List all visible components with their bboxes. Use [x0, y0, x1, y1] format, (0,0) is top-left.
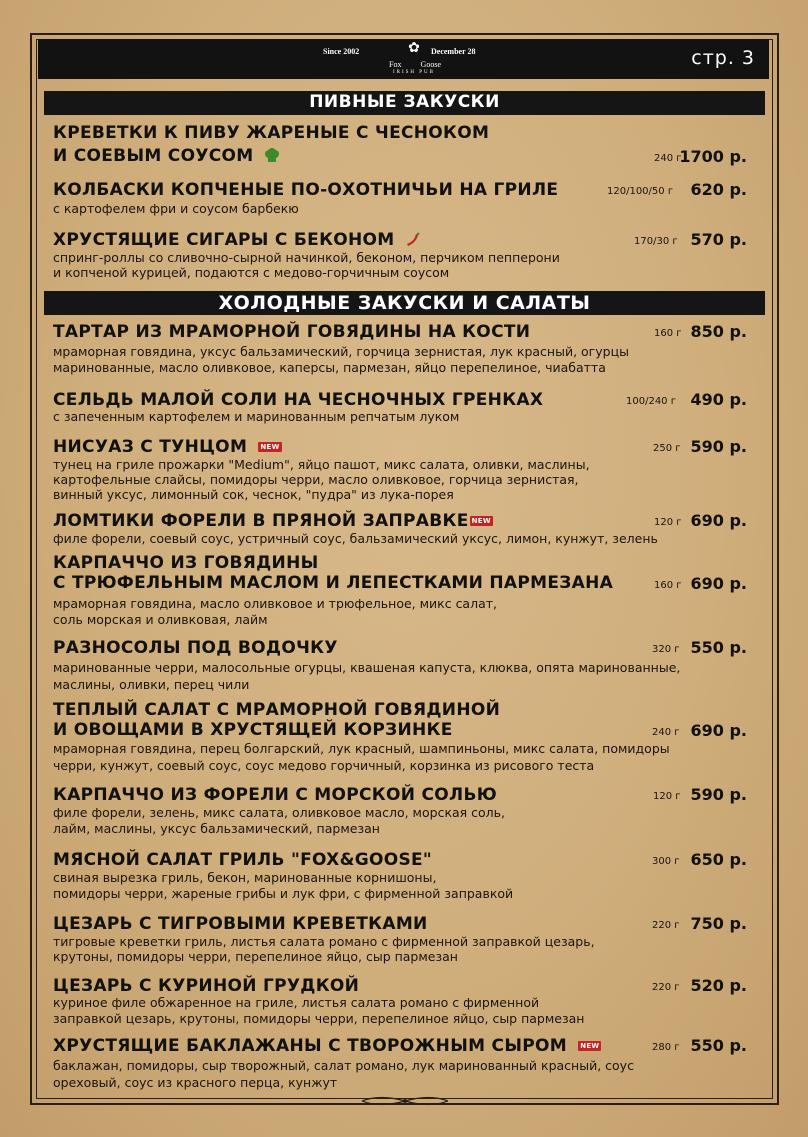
- menu-item-title: С ТРЮФЕЛЬНЫМ МАСЛОМ И ЛЕПЕСТКАМИ ПАРМЕЗАНА: [53, 573, 614, 593]
- item-description: черри, кунжут, соевый соус, соус медово горчичный, корзинка из рисового теста: [53, 758, 595, 773]
- chili-pepper-icon: [405, 232, 421, 248]
- ornament-divider-icon: [360, 1094, 450, 1108]
- item-weight: 100/240 г: [626, 396, 676, 407]
- item-price: 590 р.: [690, 785, 747, 804]
- item-description: филе форели, соевый соус, устричный соус, бальзамический уксус, лимон, кунжут, зелень: [53, 531, 658, 546]
- menu-item-title: ЛОМТИКИ ФОРЕЛИ В ПРЯНОЙ ЗАПРАВКЕ NEW: [53, 511, 491, 531]
- new-badge: NEW: [260, 443, 280, 451]
- item-weight: 120 г: [653, 791, 681, 802]
- tree-logo-icon: ✿: [408, 41, 420, 56]
- since-label: Since 2002: [323, 47, 360, 56]
- item-description: крутоны, помидоры черри, перепелиное яйцо, сыр пармезан: [53, 949, 458, 964]
- item-description: куриное филе обжаренное на гриле, листья салата романо с фирменной: [53, 995, 540, 1010]
- menu-item-title: ЦЕЗАРЬ С КУРИНОЙ ГРУДКОЙ: [53, 976, 360, 996]
- item-description: тигровые креветки гриль, листья салата романо с фирменной заправкой цезарь,: [53, 934, 595, 949]
- item-description: мраморная говядина, уксус бальзамический, горчица зернистая, лук красный, огурцы: [53, 344, 629, 359]
- item-price: 1700 р.: [679, 147, 747, 166]
- item-description: мраморная говядина, перец болгарский, лук красный, шампиньоны, микс салата, помидоры: [53, 741, 670, 756]
- item-description: маслины, оливки, перец чили: [53, 677, 250, 692]
- menu-item-title: ХРУСТЯЩИЕ СИГАРЫ С БЕКОНОМ: [53, 230, 421, 250]
- item-description: филе форели, зелень, микс салата, оливковое масло, морская соль,: [53, 805, 505, 820]
- menu-item-title: ТЕПЛЫЙ САЛАТ С МРАМОРНОЙ ГОВЯДИНОЙ: [53, 700, 501, 720]
- menu-item-title: СЕЛЬДЬ МАЛОЙ СОЛИ НА ЧЕСНОЧНЫХ ГРЕНКАХ: [53, 390, 544, 410]
- menu-item-title: РАЗНОСОЛЫ ПОД ВОДОЧКУ: [53, 638, 338, 658]
- item-price: 570 р.: [690, 230, 747, 249]
- item-description: маринованные черри, малосольные огурцы, квашеная капуста, клюква, опята маринованные,: [53, 660, 681, 675]
- item-description: свиная вырезка гриль, бекон, маринованные корнишоны,: [53, 870, 437, 885]
- item-price: 650 р.: [690, 850, 747, 869]
- item-weight: 120/100/50 г: [607, 186, 674, 197]
- item-price: 690 р.: [690, 574, 747, 593]
- item-price: 520 р.: [690, 976, 747, 995]
- menu-item-title: ЦЕЗАРЬ С ТИГРОВЫМИ КРЕВЕТКАМИ: [53, 914, 428, 934]
- new-badge: NEW: [471, 517, 491, 525]
- menu-item-title: НИСУАЗ С ТУНЦОМ NEW: [53, 437, 280, 457]
- new-badge: NEW: [580, 1042, 600, 1050]
- item-description: спринг-роллы со сливочно-сырной начинкой, беконом, перчиком пепперони: [53, 250, 560, 265]
- item-price: 550 р.: [690, 638, 747, 657]
- item-price: 850 р.: [690, 322, 747, 341]
- menu-item-title: ТАРТАР ИЗ МРАМОРНОЙ ГОВЯДИНЫ НА КОСТИ: [53, 322, 531, 342]
- item-description: помидоры черри, жареные грибы и лук фри, с фирменной заправкой: [53, 886, 514, 901]
- item-price: 690 р.: [690, 511, 747, 530]
- item-price: 750 р.: [690, 914, 747, 933]
- menu-item-title: И ОВОЩАМИ В ХРУСТЯЩЕЙ КОРЗИНКЕ: [53, 720, 453, 740]
- item-description: маринованные, масло оливковое, каперсы, пармезан, яйцо перепелиное, чиабатта: [53, 360, 606, 375]
- item-weight: 320 г: [652, 644, 680, 655]
- menu-item-title: МЯСНОЙ САЛАТ ГРИЛЬ "FOX&GOOSE": [53, 850, 433, 870]
- item-weight: 220 г: [652, 982, 680, 993]
- menu-item-title: КРЕВЕТКИ К ПИВУ ЖАРЕНЫЕ С ЧЕСНОКОМ: [53, 123, 490, 143]
- item-price: 690 р.: [690, 721, 747, 740]
- menu-item-title: КАРПАЧЧО ИЗ ГОВЯДИНЫ: [53, 553, 319, 573]
- fox-goose-logo: [383, 39, 445, 79]
- item-weight: 160 г: [654, 580, 682, 591]
- section-header-cold-snacks-salads: ХОЛОДНЫЕ ЗАКУСКИ И САЛАТЫ: [44, 291, 765, 315]
- menu-item-title: И СОЕВЫМ СОУСОМ: [53, 146, 280, 166]
- item-description: и копченой курицей, подаются с медово-горчичным соусом: [53, 265, 450, 280]
- item-weight: 300 г: [652, 856, 680, 867]
- date-label: December 28: [431, 47, 476, 56]
- logo-goose: Goose: [420, 60, 441, 69]
- item-description: тунец на гриле прожарки "Medium", яйцо пашот, микс салата, оливки, маслины,: [53, 457, 590, 472]
- page-number: стр. 3: [691, 47, 755, 69]
- item-weight: 160 г: [654, 328, 682, 339]
- item-description: заправкой цезарь, крутоны, помидоры черри, перепелиное яйцо, сыр пармезан: [53, 1011, 585, 1026]
- menu-item-title: КАРПАЧЧО ИЗ ФОРЕЛИ С МОРСКОЙ СОЛЬЮ: [53, 785, 497, 805]
- item-price: 550 р.: [690, 1036, 747, 1055]
- item-description: соль морская и оливковая, лайм: [53, 612, 268, 627]
- item-description: мраморная говядина, масло оливковое и трюфельное, микс салат,: [53, 596, 498, 611]
- item-price: 620 р.: [690, 180, 747, 199]
- item-description: ореховый, соус из красного перца, кунжут: [53, 1075, 338, 1090]
- menu-item-title: КОЛБАСКИ КОПЧЕНЫЕ ПО-ОХОТНИЧЬИ НА ГРИЛЕ: [53, 180, 559, 200]
- item-description: с запеченным картофелем и маринованным репчатым луком: [53, 409, 460, 424]
- item-weight: 240 г: [654, 153, 682, 164]
- item-weight: 170/30 г: [634, 236, 678, 247]
- logo-pub: IRISH PUB: [392, 70, 436, 75]
- header-bar: [38, 39, 769, 79]
- item-price: 490 р.: [690, 390, 747, 409]
- item-description: винный уксус, лимонный сок, чеснок, "пудра" из лука-порея: [53, 487, 454, 502]
- item-description: с картофелем фри и соусом барбекю: [53, 201, 299, 216]
- item-description: картофельные слайсы, помидоры черри, масло оливковое, горчица зернистая,: [53, 472, 579, 487]
- item-weight: 280 г: [652, 1042, 680, 1053]
- item-description: баклажан, помидоры, сыр творожный, салат романо, лук маринованный красный, соус: [53, 1058, 634, 1073]
- logo-fox: Fox: [389, 60, 402, 69]
- item-weight: 120 г: [654, 517, 682, 528]
- menu-item-title: ХРУСТЯЩИЕ БАКЛАЖАНЫ С ТВОРОЖНЫМ СЫРОМ NEW: [53, 1036, 600, 1056]
- item-description: лайм, маслины, уксус бальзамический, пармезан: [53, 821, 380, 836]
- item-price: 590 р.: [690, 437, 747, 456]
- item-weight: 220 г: [652, 920, 680, 931]
- chef-hat-icon: [264, 148, 280, 164]
- item-weight: 250 г: [653, 443, 681, 454]
- item-weight: 240 г: [652, 727, 680, 738]
- section-header-beer-snacks: ПИВНЫЕ ЗАКУСКИ: [44, 91, 765, 115]
